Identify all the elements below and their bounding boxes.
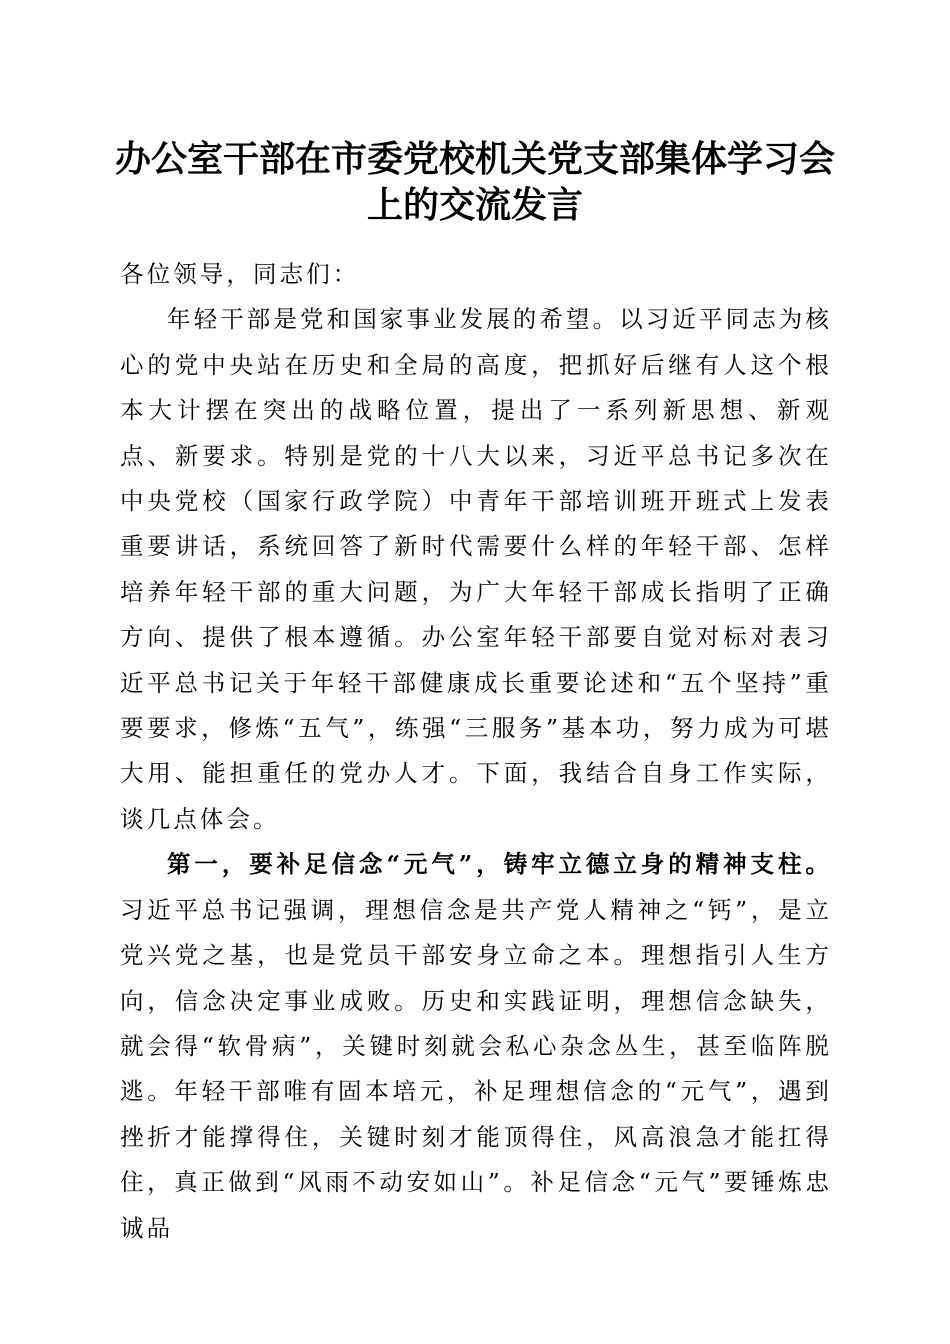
paragraph-first-point-text: 习近平总书记强调，理想信念是共产党人精神之“钙”，是立党兴党之基，也是党员干部安身立命之本。理想指引人生方向，信念决定事业成败。历史和实践证明，理想信念缺失，就会得“软骨病”，关键时刻就会私心杂念丛生，甚至临阵脱逃。年轻干部唯有固本培元，补足理想信念的“元气”，遇到挫折才能撑得住，关键时刻才能顶得住，风高浪急才能扛得住，真正做到“风雨不动安如山”。补足信念“元气”要锤炼忠诚品 <box>120 895 832 1242</box>
paragraph-first-point-heading: 第一，要补足信念“元气”，铸牢立德立身的精神支柱。 <box>167 850 832 879</box>
salutation: 各位领导，同志们： <box>120 260 360 288</box>
title-line-1: 办公室干部在市委党校机关党支部集体学习会 <box>114 138 835 180</box>
title-line-2: 上的交流发言 <box>366 184 583 226</box>
paragraph-intro <box>120 297 832 842</box>
paragraph-first-point <box>120 842 832 1251</box>
paragraph-intro-text: 年轻干部是党和国家事业发展的希望。以习近平同志为核心的党中央站在历史和全局的高度，把抓好后继有人这个根本大计摆在突出的战略位置，提出了一系列新思想、新观点、新要求。特别是党的十八大以来，习近平总书记多次在中央党校（国家行政学院）中青年干部培训班开班式上发表重要讲话，系统回答了新时代需要什么样的年轻干部、怎样培养年轻干部的重大问题，为广大年轻干部成长指明了正确方向、提供了根本遵循。办公室年轻干部要自觉对标对表习近平总书记关于年轻干部健康成长重要论述和“五个坚持”重要要求，修炼“五气”，练强“三服务”基本功，努力成为可堪大用、能担重任的党办人才。下面，我结合自身工作实际，谈几点体会。 <box>120 305 832 833</box>
document-body <box>120 252 832 1251</box>
document-title <box>100 136 850 228</box>
